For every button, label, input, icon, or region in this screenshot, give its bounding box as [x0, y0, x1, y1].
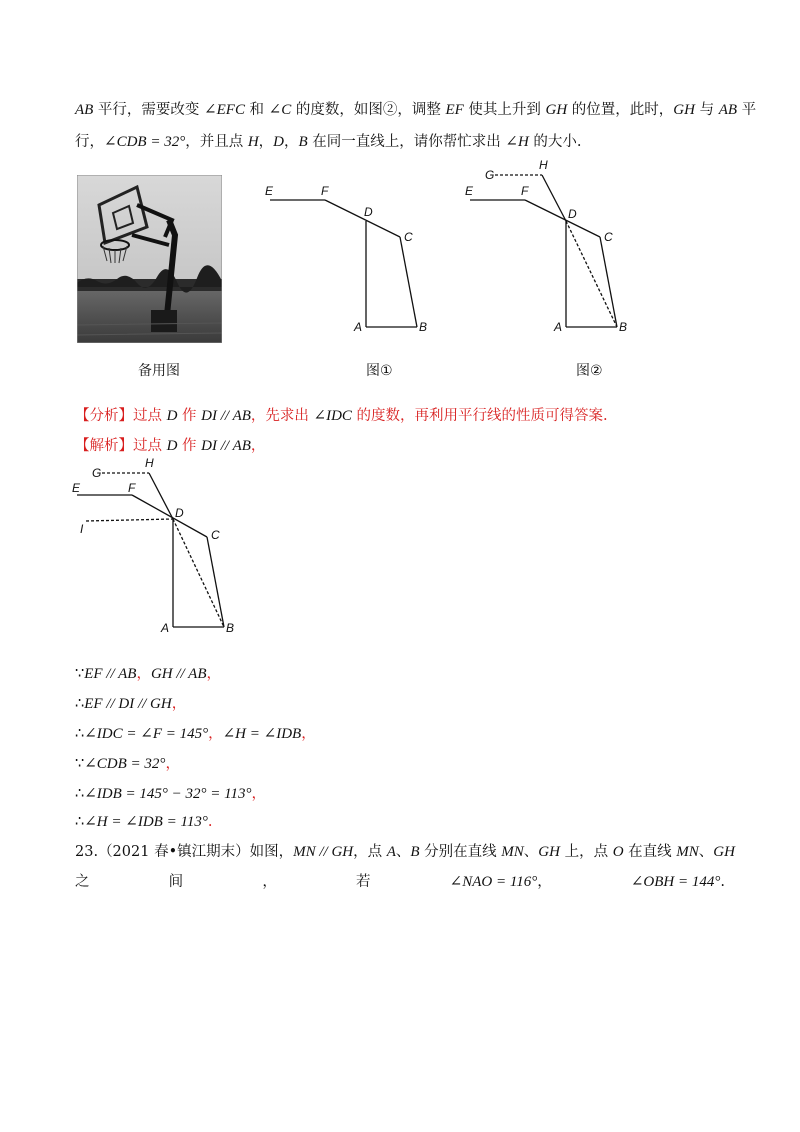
math-d: D: [273, 134, 284, 150]
step-sep: ，: [208, 726, 223, 742]
step-math: ∠H = ∠IDB = 113°: [84, 814, 208, 830]
sol-label-c: C: [211, 528, 220, 542]
text: 平行，需要改变: [93, 102, 205, 118]
text: 与: [694, 102, 719, 118]
text: 平: [737, 102, 757, 118]
text: 、: [698, 844, 714, 860]
math-d: D: [166, 438, 178, 454]
problem-23-line2: [75, 870, 725, 891]
text: 之: [75, 874, 90, 890]
step-math: ∠H = ∠IDB: [222, 726, 302, 742]
math-angle-h: ∠H: [505, 134, 529, 150]
math-mn: MN: [676, 844, 699, 860]
step-end: ，: [165, 756, 180, 772]
text: ，: [262, 874, 277, 890]
step-3: [75, 722, 316, 743]
fig2-label-f: F: [521, 184, 529, 198]
step-end: ，: [206, 666, 222, 682]
problem-intro-line2: [75, 130, 582, 151]
step-math: EF // AB: [84, 666, 137, 682]
text: 行，: [75, 134, 104, 150]
solution-figure: [62, 455, 262, 640]
figure-1-caption: 图①: [366, 363, 393, 379]
sol-label-f: F: [128, 481, 136, 495]
fig2-line-cb: [600, 237, 617, 327]
step-6: [75, 812, 212, 831]
math-ab: AB: [718, 102, 738, 118]
math-b: B: [410, 844, 420, 860]
text: ，并且点: [185, 134, 248, 150]
math-angle-obh: ∠OBH = 144°: [630, 874, 721, 890]
math-di-ab: DI // AB: [201, 438, 251, 454]
text: 的位置，此时，: [567, 102, 674, 118]
fig1-label-e: E: [265, 184, 274, 198]
text: ，先求出: [250, 408, 314, 424]
sol-label-d: D: [175, 506, 184, 520]
math-mn-gh: MN // GH: [293, 844, 354, 860]
step-end: ，: [301, 726, 316, 742]
math-gh: GH: [545, 102, 568, 118]
math-mn: MN: [501, 844, 524, 860]
step-1: [75, 662, 221, 683]
analysis-tag: 【分析】: [75, 408, 133, 424]
text: ，: [258, 134, 274, 150]
sol-line-id: [86, 519, 173, 521]
step-math: GH // AB: [150, 666, 207, 682]
therefore-symbol: ∴: [75, 696, 85, 712]
text: 分别在直线: [419, 844, 502, 860]
math-gh: GH: [538, 844, 560, 860]
fig2-label-d: D: [568, 207, 577, 221]
sol-label-b: B: [226, 621, 235, 635]
because-symbol: ∵: [75, 666, 85, 682]
text: 若: [355, 874, 371, 890]
step-sep: ，: [136, 666, 151, 682]
sol-label-a: A: [161, 621, 170, 635]
step-math: ∠CDB = 32°: [84, 756, 166, 772]
sol-label-e: E: [72, 481, 81, 495]
text: 作: [177, 438, 202, 454]
text: ，点: [353, 844, 387, 860]
fig2-label-b: B: [619, 320, 628, 334]
math-b: B: [298, 134, 308, 150]
sol-line-fc: [132, 495, 207, 537]
step-end: ，: [251, 786, 267, 802]
text: 在同一直线上，请你帮忙求出: [307, 134, 506, 150]
math-a: A: [386, 844, 396, 860]
text: 上，点: [559, 844, 613, 860]
math-angle-nao: ∠NAO = 116°: [449, 874, 538, 890]
therefore-symbol: ∴: [75, 726, 85, 742]
fig2-label-c: C: [604, 230, 613, 244]
fig1-label-d: D: [364, 205, 373, 219]
text: 作: [177, 408, 202, 424]
basketball-hoop-photo: [77, 175, 222, 343]
text: 、: [395, 844, 411, 860]
text: 使其上升到: [463, 102, 546, 118]
text: 和: [244, 102, 269, 118]
text: 的度数，如图②，调整: [291, 102, 446, 118]
math-ab: AB: [75, 102, 94, 118]
solution-line: [75, 434, 265, 455]
fig2-label-e: E: [465, 184, 474, 198]
text: ，: [284, 134, 299, 150]
fig1-label-a: A: [354, 320, 363, 334]
step-end: .: [207, 814, 213, 830]
text: 过点: [133, 438, 167, 454]
problem-number: 23.: [75, 844, 99, 860]
step-4: [75, 752, 180, 773]
text: 、: [523, 844, 539, 860]
step-5: [75, 782, 266, 803]
therefore-symbol: ∴: [75, 786, 85, 802]
fig2-label-h: H: [539, 158, 548, 172]
text: ，: [537, 874, 552, 890]
text: .: [720, 874, 725, 890]
problem-23-line1: [75, 840, 735, 861]
text: 间: [168, 874, 184, 890]
therefore-symbol: ∴: [75, 814, 85, 830]
math-di-ab: DI // AB: [201, 408, 251, 424]
math-h: H: [247, 134, 259, 150]
fig2-label-g: G: [485, 168, 495, 182]
math-angle-c: ∠C: [268, 102, 292, 118]
fig1-label-b: B: [419, 320, 428, 334]
fig2-line-fc: [525, 200, 600, 237]
because-symbol: ∵: [75, 756, 85, 772]
math-angle-efc: ∠EFC: [204, 102, 245, 118]
text: 的大小.: [528, 134, 582, 150]
math-angle-cdb: ∠CDB = 32°: [104, 134, 186, 150]
step-2: [75, 692, 186, 713]
step-math: ∠IDC = ∠F = 145°: [84, 726, 209, 742]
sol-line-hd: [149, 473, 173, 519]
step-math: EF // DI // GH: [84, 696, 172, 712]
sol-label-g: G: [92, 466, 102, 480]
math-d: D: [166, 408, 178, 424]
sol-label-i: I: [80, 522, 84, 536]
text: 在直线: [623, 844, 677, 860]
text: ，: [250, 438, 266, 454]
math-o: O: [612, 844, 624, 860]
figure-2-caption: 图②: [576, 363, 603, 379]
photo-caption: 备用图: [138, 363, 180, 379]
solution-tag: 【解析】: [75, 438, 133, 454]
sol-label-h: H: [145, 456, 154, 470]
sol-line-cb: [207, 537, 224, 627]
math-gh: GH: [713, 844, 735, 860]
problem-intro-line1: [75, 98, 756, 119]
math-ef: EF: [445, 102, 464, 118]
math-gh: GH: [673, 102, 695, 118]
fig2-label-a: A: [554, 320, 563, 334]
text: 的度数，再利用平行线的性质可得答案.: [351, 408, 608, 424]
step-end: ，: [171, 696, 187, 712]
figure-2: [455, 155, 645, 340]
text: 过点: [133, 408, 167, 424]
fig1-label-f: F: [321, 184, 329, 198]
step-math: ∠IDB = 145° − 32° = 113°: [84, 786, 252, 802]
math-angle-idc: ∠IDC: [313, 408, 352, 424]
figure-1: [255, 175, 445, 340]
problem-source: （2021 春•镇江期末）如图，: [98, 844, 294, 860]
fig1-label-c: C: [404, 230, 413, 244]
fig1-line-fc: [325, 200, 400, 237]
fig1-line-cb: [400, 237, 417, 327]
analysis-line: [75, 404, 608, 425]
